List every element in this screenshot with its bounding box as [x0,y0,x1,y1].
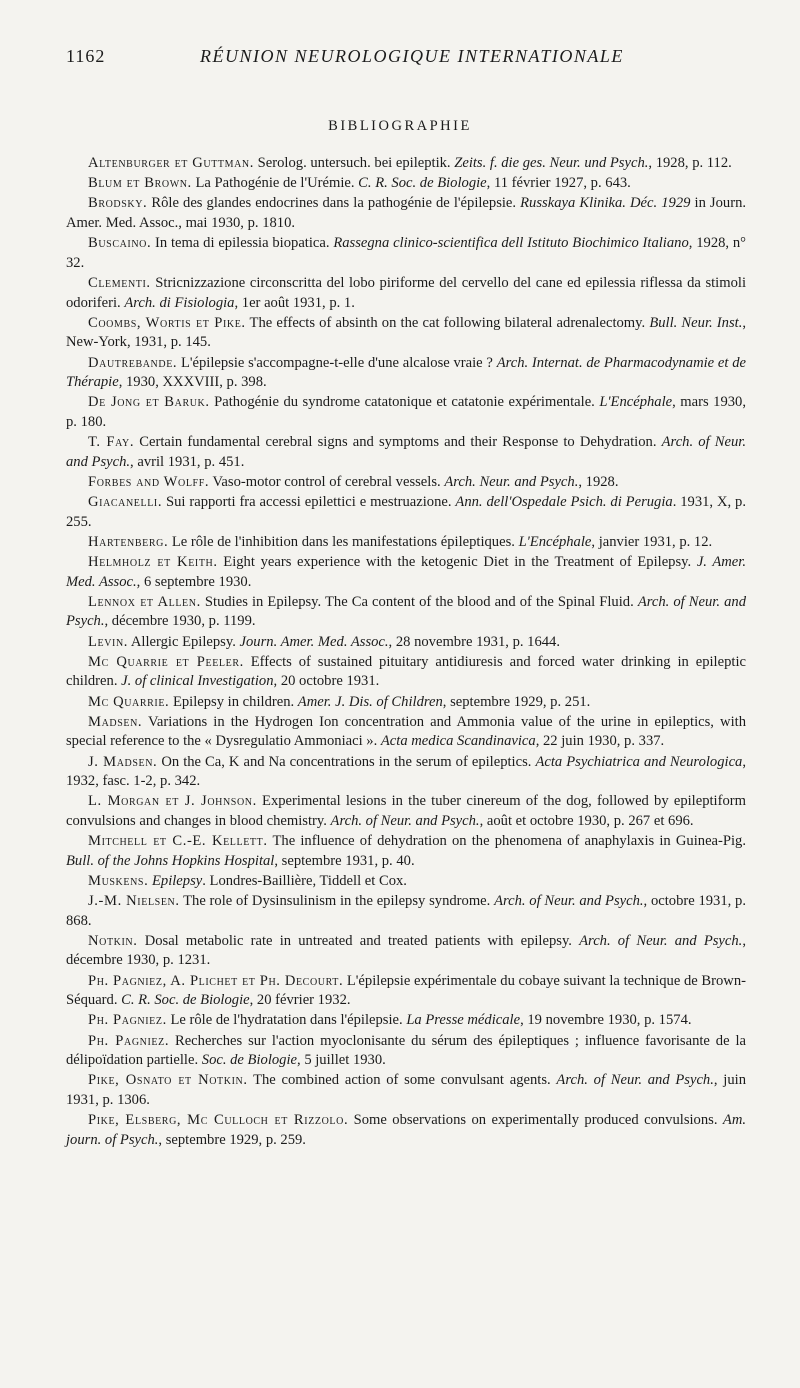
entry-title: Dosal metabolic rate in untreated and treated patients with epilepsy. [137,932,580,949]
entry-journal: Arch. of Neur. and Psych. [66,434,746,470]
entry-details: , 28 novembre 1931, p. 1644. [388,633,561,650]
entry-details: , 1928, n° 32. [66,235,746,271]
bibliography-entry [66,274,746,313]
entry-title: Rôle des glandes endocrines dans la pathogénie de l'épilepsie. [147,195,521,212]
entry-author: Mc Quarrie. [88,693,170,710]
entry-author: Dautrebande. [88,354,178,371]
bibliography-entry [66,693,746,713]
entry-author: Forbes and Wolff. [88,473,210,490]
entry-details: , 6 septembre 1930. [136,573,252,590]
page-header [66,46,740,74]
running-title: RÉUNION NEUROLOGIQUE INTERNATIONALE [200,46,624,66]
bibliography-entry [66,354,746,393]
entry-author: J. Madsen. [88,753,158,770]
entry-details: , 11 février 1927, p. 643. [486,175,631,192]
bibliography-entry [66,753,746,792]
page-number: 1162 [66,46,106,66]
entry-journal: Arch. of Neur. and Psych. [330,812,480,829]
entry-journal: Russkaya Klinika. Déc. 1929 [520,195,691,212]
entry-title: Experimental lesions in the tuber cinereum of the dog, followed by epileptiform convulsions and changes in blood chemistry. [66,793,746,829]
bibliography-entry [66,1111,746,1150]
bibliography-entry [66,653,746,692]
entry-title: Serolog. untersuch. bei epileptik. [254,155,455,171]
entry-title: Recherches sur l'action myoclonisante du sérum des épileptiques ; influence favorisante de la délipoïdation partielle. [66,1032,746,1069]
entry-details: , 1er août 1931, p. 1. [234,294,355,311]
bibliography-entry [66,1032,746,1071]
entry-details: , 20 octobre 1931. [273,673,380,690]
bibliography-entry [66,832,746,871]
entry-details: . Londres-Baillière, Tiddell et Cox. [202,872,407,889]
bibliography-entry [66,234,746,273]
entry-journal: J. of clinical Investigation [121,673,274,690]
entry-title: On the Ca, K and Na concentrations in the serum of epileptics. [157,753,536,770]
entry-author: Hartenberg. [88,533,169,550]
entry-details: , décembre 1930, p. 1199. [104,613,256,630]
bibliography-list [66,154,746,1151]
entry-author: Ph. Pagniez, A. Plichet et Ph. Decourt. [88,972,344,989]
entry-author: De Jong et Baruk. [88,394,210,411]
entry-journal: Arch. of Neur. and Psych. [579,932,743,949]
entry-title: Some observations on experimentally produced convulsions. [348,1112,723,1129]
entry-journal: Arch. of Neur. and Psych. [556,1072,714,1089]
entry-journal: C. R. Soc. de Biologie [358,175,487,192]
entry-details: in Journ. Amer. Med. Assoc., mai 1930, p. 1810. [66,195,747,231]
bibliography-entry [66,174,746,194]
entry-journal: Am. journ. of Psych. [66,1112,747,1148]
entry-author: Brodsky. [88,195,148,212]
entry-author: Muskens. [88,872,149,889]
entry-title: Pathogénie du syndrome catatonique et catatonie expérimentale. [209,394,600,411]
entry-journal: Rassegna clinico-scientifica dell Istituto Biochimico Italiano [333,235,689,252]
entry-details: , 20 février 1932. [249,992,351,1009]
entry-journal: Zeits. f. die ges. Neur. und Psych. [454,155,649,171]
entry-author: Giacanelli. [88,494,163,511]
entry-journal: L'Encéphale [599,394,673,411]
entry-author: Buscaino. [88,235,152,252]
entry-author: Altenburger et Guttman. [88,155,255,171]
entry-journal: Arch. of Neur. and Psych. [494,893,644,910]
entry-details: , janvier 1931, p. 12. [591,533,713,550]
entry-journal: J. Amer. Med. Assoc. [66,554,746,590]
bibliography-entry [66,633,746,653]
entry-title: Studies in Epilepsy. The Ca content of the blood and of the Spinal Fluid. [200,593,638,610]
bibliography-entry [66,792,746,831]
entry-title: Vaso-motor control of cerebral vessels. [209,473,445,490]
entry-journal: Amer. J. Dis. of Children [297,693,443,710]
entry-author: Helmholz et Keith. [88,554,218,570]
bibliography-entry [66,533,746,553]
entry-journal: Arch. of Neur. and Psych. [66,593,746,630]
entry-title: The effects of absinth on the cat following bilateral adrenalectomy. [245,314,650,331]
entry-author: Ph. Pagniez. [88,1032,170,1049]
entry-details: , septembre 1929, p. 251. [442,693,591,710]
entry-title: Eight years experience with the ketogenic Diet in the Treatment of Epilepsy. [217,554,697,570]
entry-author: Madsen. [88,713,143,730]
entry-details: , avril 1931, p. 451. [130,453,245,470]
entry-journal: L'Encéphale [518,533,592,550]
bibliography-entry [66,433,746,472]
entry-journal: Bull. of the Johns Hopkins Hospital [66,852,275,869]
bibliography-entry [66,1011,746,1031]
entry-journal: Acta medica Scandinavica [380,733,536,750]
entry-details: , 1928, p. 112. [648,155,732,171]
bibliography-entry [66,932,746,971]
entry-journal: Arch. Neur. and Psych. [444,473,579,490]
entry-title: The role of Dysinsulinism in the epilepsy syndrome. [179,893,495,910]
entry-author: Pike, Osnato et Notkin. [88,1072,248,1089]
entry-journal: Soc. de Biologie [201,1052,298,1069]
entry-details: , 1930, XXXVIII, p. 398. [118,374,267,391]
entry-details: , août et octobre 1930, p. 267 et 696. [479,812,694,829]
entry-title: The influence of dehydration on the phenomena of anaphylaxis in Guinea-Pig. [267,833,746,850]
bibliography-entry [66,393,746,432]
entry-details: , New-York, 1931, p. 145. [66,314,747,351]
entry-details: , 5 juillet 1930. [297,1052,386,1069]
entry-author: Coombs, Wortis et Pike. [88,314,246,331]
entry-title: Le rôle de l'inhibition dans les manifestations épileptiques. [168,533,519,550]
bibliography-entry [66,194,746,233]
entry-details: , octobre 1931, p. 868. [66,893,746,929]
entry-title: In tema di epilessia biopatica. [151,235,334,252]
bibliography-entry [66,892,746,931]
entry-details: , mars 1930, p. 180. [66,394,746,430]
entry-title: L'épilepsie expérimentale du cobaye suivant la technique de Brown-Séquard. [66,972,746,1009]
entry-author: Notkin. [88,932,138,949]
entry-title: Effects of sustained pituitary antidiuresis and forced water drinking in epileptic children. [66,653,746,690]
entry-details: , 1932, fasc. 1-2, p. 342. [66,753,746,790]
entry-author: Clementi. [88,274,151,291]
entry-title: L'épilepsie s'accompagne-t-elle d'une alcalose vraie ? [177,354,497,371]
entry-author: Levin. [88,633,129,650]
entry-title: Epilepsy in children. [169,693,298,710]
entry-title: The combined action of some convulsant agents. [247,1072,557,1089]
entry-journal: C. R. Soc. de Biologie [121,992,250,1009]
entry-journal: Bull. Neur. Inst. [649,314,743,331]
entry-author: Pike, Elsberg, Mc Culloch et Rizzolo. [88,1112,349,1129]
entry-author: J.-M. Nielsen. [88,893,180,910]
entry-details: , 22 juin 1930, p. 337. [535,733,665,750]
bibliography-entry [66,553,746,592]
entry-journal: La Presse médicale [406,1012,521,1029]
bibliography-entry [66,493,746,532]
entry-author: Lennox et Allen. [88,593,201,610]
entry-author: Ph. Pagniez. [88,1012,167,1029]
entry-title: Allergic Epilepsy. [128,633,240,650]
entry-title: La Pathogénie de l'Urémie. [191,175,359,192]
bibliography-entry [66,314,746,353]
entry-details: , juin 1931, p. 1306. [66,1072,746,1108]
entry-journal: Ann. dell'Ospedale Psich. di Perugia [455,494,673,511]
bibliography-entry [66,154,746,174]
bibliography-entry [66,1071,746,1110]
entry-author: Mc Quarrie et Peeler. [88,653,244,670]
entry-details: , décembre 1930, p. 1231. [66,932,746,969]
entry-details: , 19 novembre 1930, p. 1574. [520,1012,692,1029]
entry-title: Certain fundamental cerebral signs and symptoms and their Response to Dehydration. [134,434,662,451]
entry-author: L. Morgan et J. Johnson. [88,793,257,810]
bibliography-entry [66,593,746,632]
entry-title: Variations in the Hydrogen Ion concentration and Ammonia value of the urine in epileptics, with special reference to the « Dysregulatio Ammoniaci ». [66,713,746,750]
entry-title: Le rôle de l'hydratation dans l'épilepsie. [166,1012,407,1029]
entry-journal: Journ. Amer. Med. Assoc. [239,633,389,650]
entry-details: , septembre 1929, p. 259. [158,1131,306,1148]
entry-journal: Arch. Internat. de Pharmacodynamie et de Thérapie [66,354,746,391]
bibliography-entry [66,473,746,493]
bibliography-entry [66,972,746,1011]
entry-journal: Acta Psychiatrica and Neurologica [535,753,743,770]
entry-details: , 1928. [578,473,619,490]
entry-journal: Arch. di Fisiologia [124,294,235,311]
entry-details: , septembre 1931, p. 40. [274,852,415,869]
bibliography-entry [66,713,746,752]
entry-title: Sui rapporti fra accessi epilettici e mestruazione. [162,494,456,511]
entry-author: T. Fay. [88,434,135,451]
entry-author: Blum et Brown. [88,175,192,192]
entry-author: Mitchell et C.-E. Kellett. [88,833,268,850]
entry-journal: Epilepsy [151,872,203,889]
section-title: BIBLIOGRAPHIE [328,118,472,134]
entry-title: Stricnizzazione circonscritta del lobo piriforme del cervello del cane ed epilessia riflessa da stimoli odoriferi. [66,274,746,311]
bibliography-entry [66,872,746,892]
entry-details: . 1931, X, p. 255. [66,494,746,530]
